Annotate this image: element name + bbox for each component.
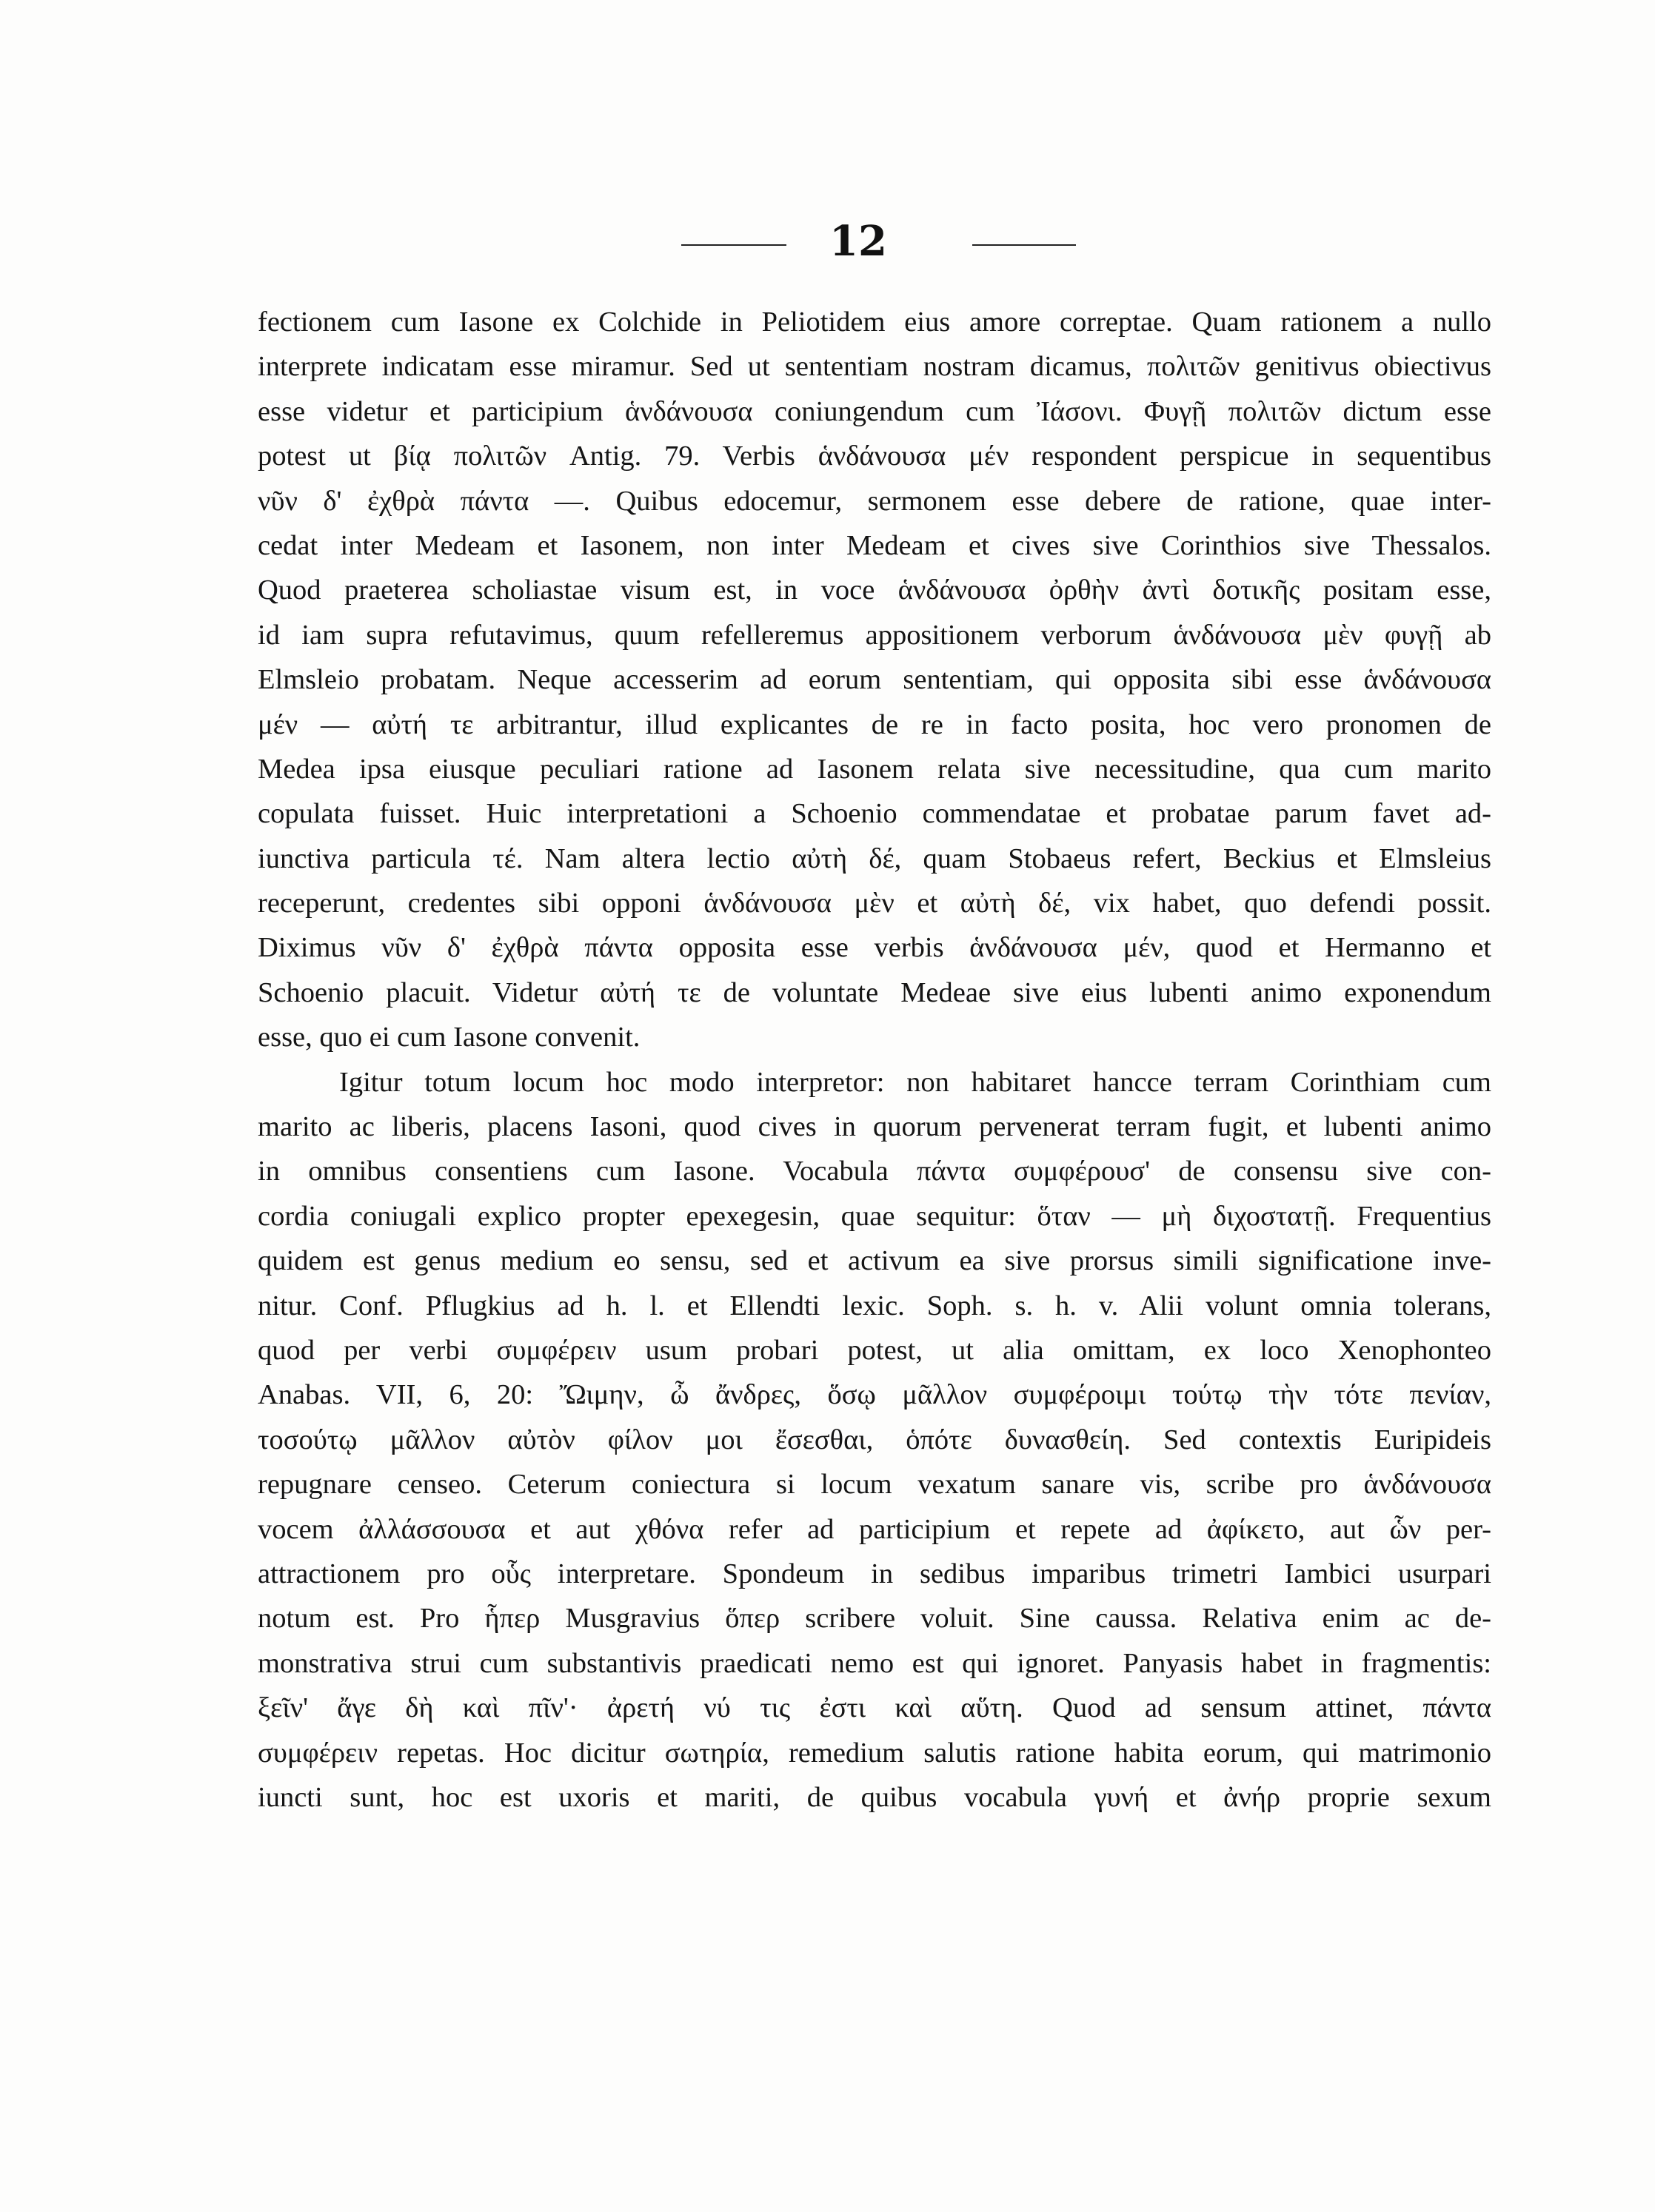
text-line: fectionem cum Iasone ex Colchide in Peliotidem eius amore correptae. Quam rationem a nullo (258, 306, 1491, 338)
text-line: notum est. Pro ἧπερ Musgravius ὅπερ scribere voluit. Sine caussa. Relativa enim ac de- (258, 1603, 1491, 1635)
text-line: Anabas. VII, 6, 20: Ὤιμην, ὦ ἄνδρες, ὅσῳ μᾶλλον συμφέροιμι τούτῳ τὴν τότε πενίαν, (258, 1379, 1491, 1411)
paragraph-1 (258, 300, 1491, 1060)
text-line: iunctiva particula τέ. Nam altera lectio αὐτὴ δέ, quam Stobaeus refert, Beckius et Elmsleius (258, 842, 1491, 874)
text-line: repugnare censeo. Ceterum coniectura si locum vexatum sanare vis, scribe pro ἁνδάνουσα (258, 1469, 1491, 1501)
text-line: potest ut βίᾳ πολιτῶν Antig. 79. Verbis ἁνδάνουσα μέν respondent perspicue in sequentibus (258, 440, 1491, 472)
text-line: Medea ipsa eiusque peculiari ratione ad Iasonem relata sive necessitudine, qua cum marito (258, 753, 1491, 785)
text-line: esse videtur et participium ἁνδάνουσα coniungendum cum Ἰάσονι. Φυγῇ πολιτῶν dictum esse (258, 395, 1491, 427)
header-rule-right (972, 244, 1076, 246)
text-line: monstrativa strui cum substantivis praedicati nemo est qui ignoret. Panyasis habet in fragmentis: (258, 1647, 1491, 1679)
text-line: vocem ἀλλάσσουσα et aut χθόνα refer ad participium et repete ad ἀφίκετο, aut ὧν per- (258, 1513, 1491, 1545)
text-line: interprete indicatam esse miramur. Sed ut sententiam nostram dicamus, πολιτῶν genitivus obiectivus (258, 351, 1491, 383)
header-rule-left (681, 244, 786, 246)
text-line: cedat inter Medeam et Iasonem, non inter Medeam et cives sive Corinthios sive Thessalos. (258, 529, 1491, 561)
text-line: id iam supra refutavimus, quum refelleremus appositionem verborum ἁνδάνουσα μὲν φυγῇ ab (258, 619, 1491, 651)
text-line: cordia coniugali explico propter epexegesin, quae sequitur: ὅταν — μὴ διχοστατῇ. Frequentius (258, 1200, 1491, 1232)
paragraph-2 (258, 1060, 1491, 1820)
text-line: quod per verbi συμφέρειν usum probari potest, ut alia omittam, ex loco Xenophonteo (258, 1334, 1491, 1366)
text-line: Quod praeterea scholiastae visum est, in voce ἁνδάνουσα ὀρθὴν ἀντὶ δοτικῆς positam esse, (258, 574, 1491, 606)
text-line: τοσούτῳ μᾶλλον αὐτὸν φίλον μοι ἔσεσθαι, ὁπότε δυνασθείη. Sed contextis Euripideis (258, 1424, 1491, 1455)
text-line: Igitur totum locum hoc modo interpretor: non habitaret hancce terram Corinthiam cum (339, 1066, 1491, 1098)
body-text (258, 300, 1491, 1820)
text-line: receperunt, credentes sibi opponi ἁνδάνουσα μὲν et αὐτὴ δέ, vix habet, quo defendi possit. (258, 888, 1491, 919)
text-line: in omnibus consentiens cum Iasone. Vocabula πάντα συμφέρουσ' de consensu sive con- (258, 1156, 1491, 1187)
text-line: συμφέρειν repetas. Hoc dicitur σωτηρία, remedium salutis ratione habita eorum, qui matrimonio (258, 1737, 1491, 1769)
text-line: esse, quo ei cum Iasone convenit. (258, 1022, 641, 1053)
text-line: nitur. Conf. Pflugkius ad h. l. et Ellendti lexic. Soph. s. h. v. Alii volunt omnia tolerans, (258, 1290, 1491, 1321)
page-header (0, 212, 1655, 271)
text-line: νῦν δ' ἐχθρὰ πάντα —. Quibus edocemur, sermonem esse debere de ratione, quae inter- (258, 485, 1491, 517)
text-line: quidem est genus medium eo sensu, sed et activum ea sive prorsus simili significatione inve- (258, 1245, 1491, 1277)
text-line: copulata fuisset. Huic interpretationi a Schoenio commendatae et probatae parum favet ad- (258, 798, 1491, 830)
text-line: Schoenio placuit. Videtur αὐτή τε de voluntate Medeae sive eius lubenti animo exponendum (258, 976, 1491, 1008)
text-line: iuncti sunt, hoc est uxoris et mariti, de quibus vocabula γυνή et ἀνήρ proprie sexum (258, 1781, 1491, 1813)
text-line: μέν — αὐτή τε arbitrantur, illud explicantes de re in facto posita, hoc vero pronomen de (258, 708, 1491, 740)
text-line: marito ac liberis, placens Iasoni, quod cives in quorum pervenerat terram fugit, et lubenti animo (258, 1111, 1491, 1143)
text-line: ξεῖν' ἄγε δὴ καὶ πῖν'· ἀρετή νύ τις ἐστι καὶ αὕτη. Quod ad sensum attinet, πάντα (258, 1692, 1491, 1724)
text-line: Elmsleio probatam. Neque accesserim ad eorum sententiam, qui opposita sibi esse ἁνδάνουσα (258, 664, 1491, 696)
page-number: 12 (829, 217, 887, 266)
text-line: Diximus νῦν δ' ἐχθρὰ πάντα opposita esse verbis ἁνδάνουσα μέν, quod et Hermanno et (258, 932, 1491, 964)
text-line: attractionem pro οὗς interpretare. Spondeum in sedibus imparibus trimetri Iambici usurpari (258, 1558, 1491, 1589)
